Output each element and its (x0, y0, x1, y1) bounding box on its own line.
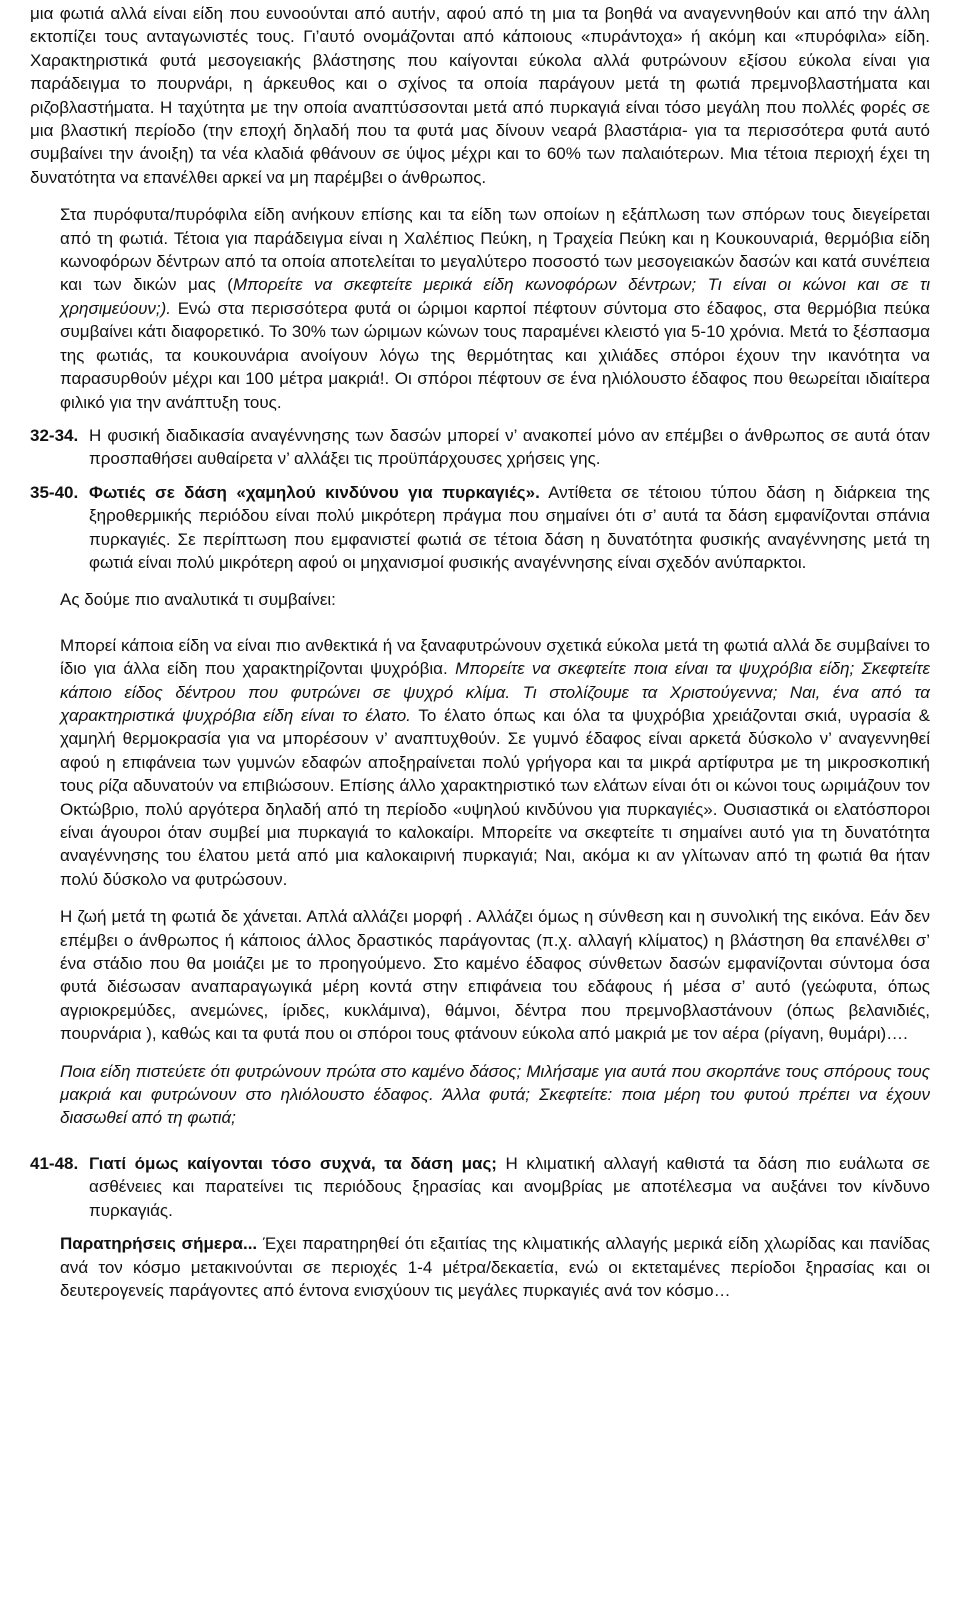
text-run: Η κλιματική αλλαγή καθιστά τα δάση πιο ευάλωτα σε ασθένειες και παρατείνει τις περιόδους ξηρασίας και ανομβρίας με αποτέλεσμα να αυξάνει τον κίνδυνο πυρκαγιάς. (89, 1153, 930, 1220)
text-run: Ας δούμε πιο αναλυτικά τι συμβαίνει: (60, 590, 336, 610)
text-run: Η φυσική διαδικασία αναγέννησης των δασών μπορεί ν’ ανακοπεί μόνο αν επέμβει ο άνθρωπος σε αυτά όταν προσπαθήσει αυθαίρετα ν’ αλλάξει τις προϋπάρχουσες χρήσεις γης. (89, 425, 930, 469)
section-32-text (60, 424, 930, 471)
text-run: Παρατηρήσεις σήμερα... (60, 1234, 258, 1254)
section-35-paragraph-d (30, 1060, 930, 1130)
text-run: Φωτιές σε δάση «χαμηλού κινδύνου για πυρκαγιές». (89, 482, 540, 502)
section-number: 35-40. (30, 482, 79, 502)
section-32-34 (30, 424, 930, 471)
intro-paragraph-2 (30, 203, 930, 414)
text-run: Μπορεί κάποια είδη να είναι πιο ανθεκτικά ή να ξαναφυτρώνουν σχετικά εύκολα μετά τη φωτιά αλλά δε συμβαίνει το ίδιο για άλλα είδη που χαρακτηρίζονται ψυχρόβια. (60, 635, 930, 679)
text-run: Αντίθετα σε τέτοιου τύπου δάση η διάρκεια της ξηροθερμικής περιόδου είναι πολύ μικρότερη πράγμα που σημαίνει ότι σ’ αυτά τα δάση εμφανίζονται σπάνια πυρκαγιές. Σε περίπτωση που εμφανιστεί φωτιά σε τέτοια δάση η δυνατότητα φυσικής αναγέννησης μετά τη φωτιά είναι πολύ μικρότερη αφού οι μηχανισμοί φυσικής αναγέννησης είναι σχεδόν ανύπαρκτοι. (89, 482, 930, 572)
section-35-paragraph-c (30, 905, 930, 1045)
section-35-text (89, 481, 930, 575)
section-41-paragraph-a (30, 1232, 930, 1302)
text-run: Ενώ στα περισσότερα φυτά οι ώριμοι καρποί πέφτουν σύντομα στο έδαφος, στα θερμόβια πεύκα συμβαίνει κάτι διαφορετικό. Το 30% των ώριμων κώνων τους παραμένει κλειστό για 5-10 χρόνια. Μετά το ξέσπασμα της φωτιάς, τα κουκουνάρια ανοίγουν λόγω της θερμότητας και χιλιάδες σπόροι έχουν την ικανότητα να παρασυρθούν μέχρι και 100 μέτρα μακριά!. Οι σπόροι πέφτουν σε ένα ηλιόλουστο έδαφος που θεωρείται ιδιαίτερα φιλικό για την ανάπτυξη τους. (60, 298, 930, 412)
text-run: Ποια είδη πιστεύετε ότι φυτρώνουν πρώτα στο καμένο δάσος; Μιλήσαμε για αυτά που σκορπάνε τους σπόρους τους μακριά και φυτρώνουν στο ηλιόλουστο έδαφος. Άλλα φυτά; Σκεφτείτε: ποια μέρη του φυτού πρέπει να έχουν διασωθεί από τη φωτιά; (60, 1061, 930, 1128)
text-run: Η ζωή μετά τη φωτιά δε χάνεται. Απλά αλλάζει μορφή . Αλλάζει όμως η σύνθεση και η συνολική της εικόνα. Εάν δεν επέμβει ο άνθρωπος ή κάποιος άλλος δραστικός παράγοντας (π.χ. αλλαγή κλίματος) η βλάστηση θα επανέλθει σ’ ένα στάδιο που θα μοιάζει με το προηγούμενο. Στο καμένο έδαφος σύνθετων δασών εμφανίζονται σύντομα όσα φυτά διέσωσαν αναπαραγωγικά μέρη κοντά στην επιφάνεια του εδάφους ή μέσα σ’ αυτό (γεώφυτα, όπως αγριοκρεμύδες, ανεμώνες, ίριδες, κυκλάμινα), θάμνοι, δέντρα που πρεμνοβλαστάνουν (όπως βελανιδιές, πουρνάρια ), καθώς και τα φυτά που οι σπόροι τους φτάνουν εύκολα από μακριά με τον αέρα (ρίγανη, θυμάρι)…. (60, 907, 930, 1044)
section-number: 41-48. (30, 1153, 79, 1173)
section-41-text (89, 1152, 930, 1222)
text-run: Μπορείτε να σκεφτείτε μερικά είδη κωνοφόρων δέντρων; Τι είναι οι κώνοι και σε τι χρησιμεύουν;). (60, 275, 930, 318)
section-41-48 (30, 1152, 930, 1222)
text-run: Στα πυρόφυτα/πυρόφιλα είδη ανήκουν επίσης και τα είδη των οποίων η εξάπλωση των σπόρων τους διεγείρεται από τη φωτιά. Τέτοια για παράδειγμα είναι η Χαλέπιος Πεύκη, η Τραχεία Πεύκη και η Κουκουναριά, θερμόβια είδη κωνοφόρων δέντρων από τα οποία αποτελείται το μεγαλύτερο ποσοστό των μεσογειακών δασών και κατά συνέπεια και των δικών μας ( (60, 205, 930, 295)
text-run: Μπορείτε να σκεφτείτε ποια είναι τα ψυχρόβια είδη; Σκεφτείτε κάποιο είδος δέντρου που φυτρώνει σε ψυχρό κλίμα. Τι στολίζουμε τα Χριστούγεννα; Ναι, ένα από τα χαρακτηριστικά ψυχρόβια είδη είναι το έλατο. (60, 659, 930, 725)
section-35-40 (30, 481, 930, 575)
section-35-paragraph-b (30, 634, 930, 891)
text-run: Έχει παρατηρηθεί ότι εξαιτίας της κλιματικής αλλαγής μερικά είδη χλωρίδας και πανίδας ανά τον κόσμο μετακινούνται σε περιοχές 1-4 μέτρα/δεκαετία, ενώ οι εκτεταμένες περίοδοι ξηρασίας και οι δευτερογενείς παράγοντες από έντονα ενισχύουν τις μεγάλες πυρκαγιές ανά τον κόσμο… (60, 1234, 930, 1300)
text-run: Το έλατο όπως και όλα τα ψυχρόβια χρειάζονται σκιά, υγρασία & χαμηλή θερμοκρασία για να μπορέσουν ν’ αναπτυχθούν. Σε γυμνό έδαφος είναι αρκετά δύσκολο ν’ αναγεννηθεί αφού η επιφάνεια των γυμνών εδαφών αποξηραίνεται πολύ γρήγορα και τα μικρά αρτίφυτρα με τη μικροσκοπική τους ρίζα αδυνατούν να επιβιώσουν. Επίσης άλλο χαρακτηριστικό των ελάτων είναι ότι οι κώνοι τους ωριμάζουν τον Οκτώβριο, πολύ αργότερα δηλαδή από τη περίοδο «υψηλού κινδύνου για πυρκαγιές». Ουσιαστικά οι ελατόσποροι είναι άγουροι όταν συμβεί μια πυρκαγιά το καλοκαίρι. Μπορείτε να σκεφτείτε τι σημαίνει αυτό για τη δυνατότητα αναγέννησης του έλατου μετά από μια καλοκαιρινή πυρκαγιά; Ναι, ακόμα κι αν γλίτωναν από τη φωτιά θα ήταν πολύ δύσκολο να φυτρώσουν. (60, 705, 930, 889)
text-run: μια φωτιά αλλά είναι είδη που ευνοούνται από αυτήν, αφού από τη μια τα βοηθά να αναγεννηθούν και από την άλλη εκτοπίζει τους ανταγωνιστές τους. Γι’αυτό ονομάζονται από κάποιους «πυράντοχα» ή ακόμη και «πυρόφιλα» είδη. Χαρακτηριστικά φυτά μεσογειακής βλάστησης που καίγονται εύκολα αλλά φυτρώνουν εξίσου εύκολα είναι για παράδειγμα το πουρνάρι, η άρκευθος και ο σχίνος τα οποία παράγουν μετά τη φωτιά πρεμνοβλαστήματα και ριζοβλαστήματα. Η ταχύτητα με την οποία αναπτύσσονται μετά από πυρκαγιά είναι τόσο μεγάλη που πολλές φορές σε μια βλαστική περίοδο (την εποχή δηλαδή που τα φυτά μας δίνουν νεαρά βλαστάρια- για τα περισσότερα φυτά αυτό συμβαίνει την άνοιξη) τα νέα κλαδιά φθάνουν σε ύψος μέχρι και το 60% των παλαιότερων. Μια τέτοια περιοχή έχει τη δυνατότητα να επανέλθει αρκεί να μη παρέμβει ο άνθρωπος. (30, 4, 930, 187)
section-35-paragraph-a (30, 588, 930, 611)
text-run: Γιατί όμως καίγονται τόσο συχνά, τα δάση μας; (89, 1153, 497, 1173)
section-number: 32-34. (30, 425, 79, 445)
intro-paragraph-1 (30, 2, 930, 189)
